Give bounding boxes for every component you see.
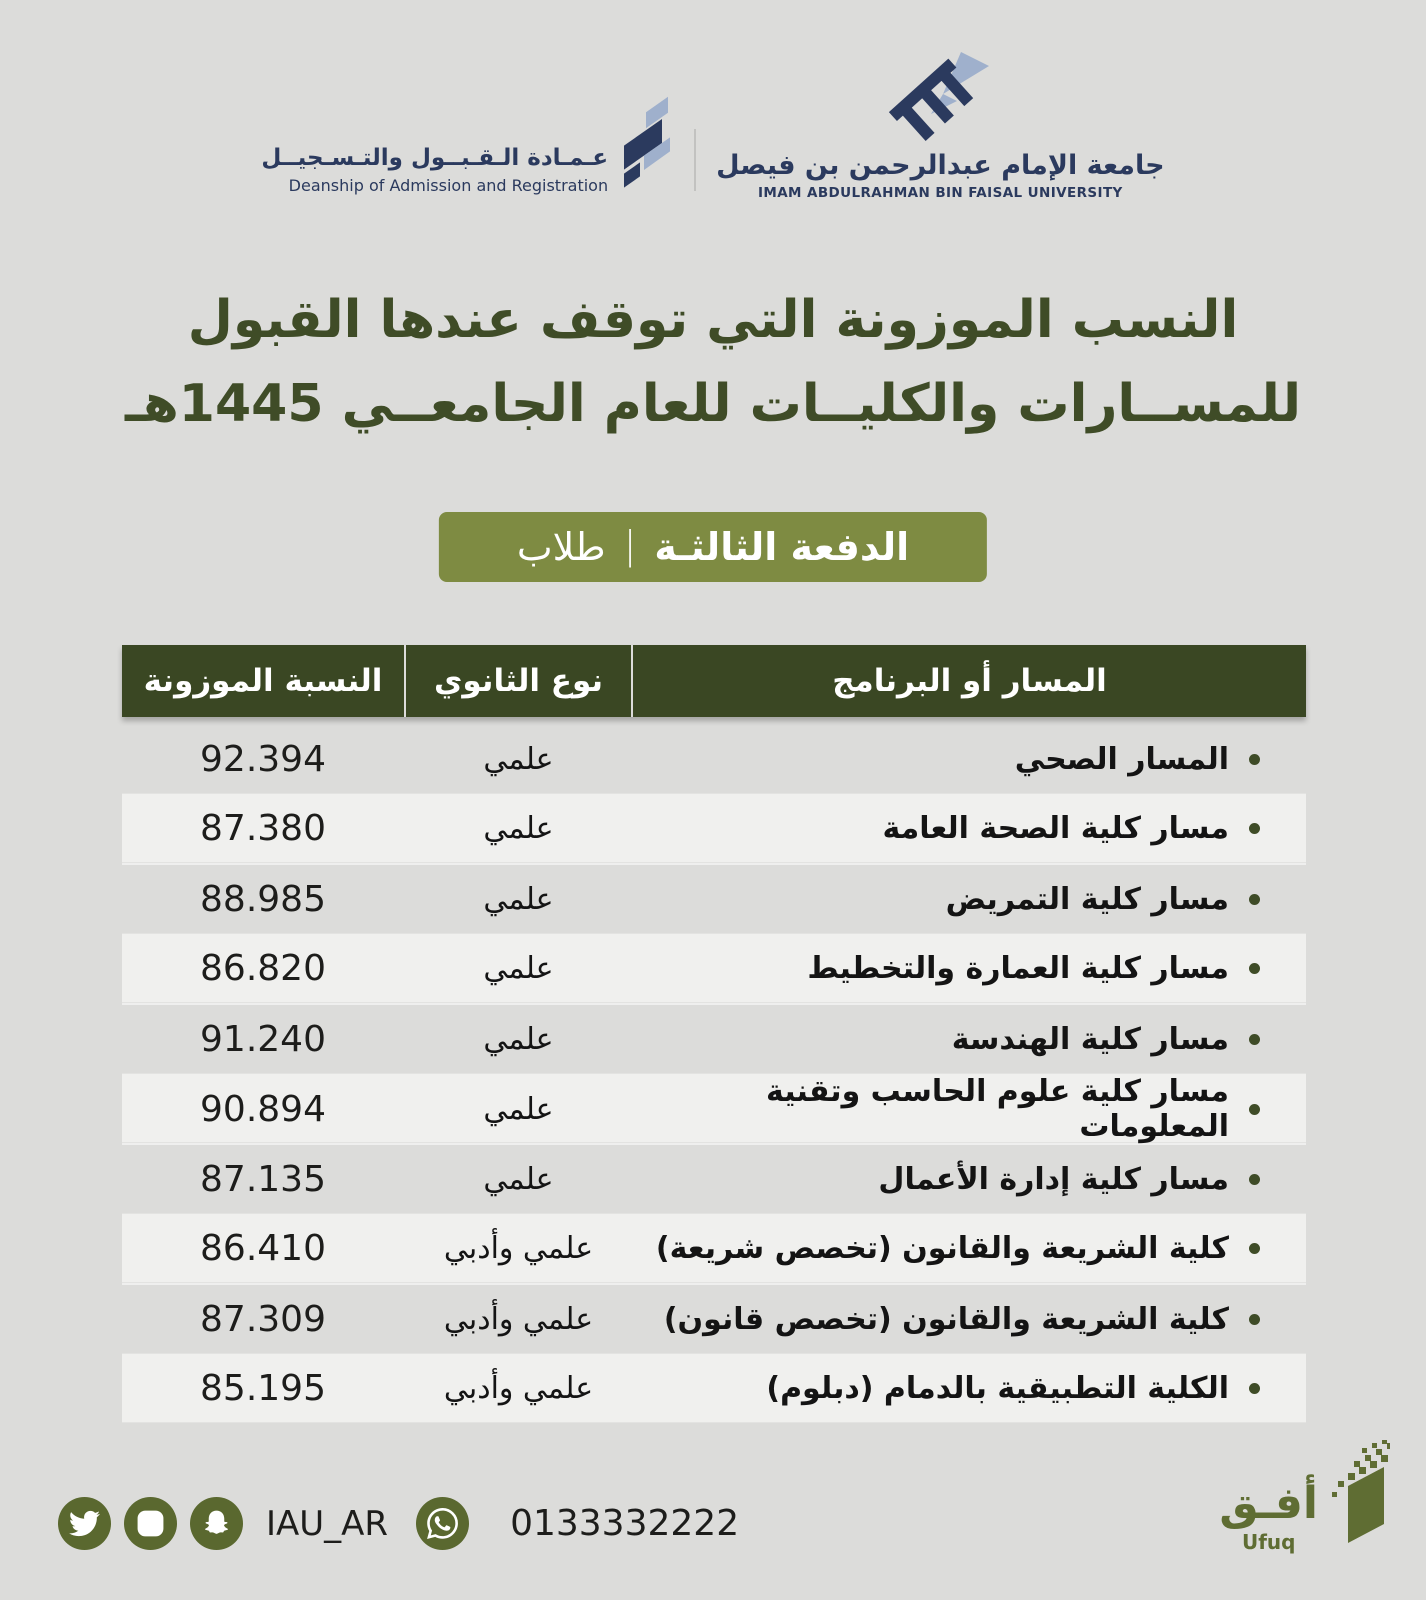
twitter-icon[interactable] xyxy=(58,1497,111,1550)
bullet-icon xyxy=(1249,1383,1260,1394)
table-row xyxy=(122,933,1306,1003)
table-row xyxy=(122,793,1306,863)
row-weighted-pct: 91.240 xyxy=(200,1018,326,1060)
row-secondary-type: علمي xyxy=(483,1161,554,1197)
university-logo-icon xyxy=(881,52,999,148)
bullet-icon xyxy=(1249,1034,1260,1045)
row-secondary-type: علمي xyxy=(483,810,554,846)
row-program: مسار كلية التمريض xyxy=(945,881,1229,917)
table-row xyxy=(122,725,1306,793)
badge-divider: | xyxy=(623,523,637,567)
snapchat-icon[interactable] xyxy=(190,1497,243,1550)
bullet-icon xyxy=(1249,1314,1260,1325)
row-program-cell xyxy=(633,1371,1306,1406)
page-title-line1: النسب الموزونة التي توقف عندها القبول xyxy=(187,290,1239,350)
row-program-cell xyxy=(633,1022,1306,1057)
bullet-icon xyxy=(1249,1174,1260,1185)
ufuq-text xyxy=(1219,1478,1318,1554)
instagram-icon[interactable] xyxy=(124,1497,177,1550)
row-weighted-pct: 86.820 xyxy=(200,947,326,989)
row-program-cell xyxy=(633,882,1306,917)
row-program: مسار كلية إدارة الأعمال xyxy=(878,1161,1229,1197)
table-header-row xyxy=(122,645,1306,717)
ufuq-name-english: Ufuq xyxy=(1241,1530,1296,1554)
table-row xyxy=(122,1353,1306,1423)
university-name-arabic: جامعة الإمام عبدالرحمن بن فيصل xyxy=(716,150,1165,181)
university-logo xyxy=(716,52,1164,201)
row-weighted-pct: 87.380 xyxy=(200,807,326,849)
row-secondary-type: علمي وأدبي xyxy=(443,1230,594,1266)
row-program: الكلية التطبيقية بالدمام (دبلوم) xyxy=(766,1370,1229,1406)
row-weighted-pct: 88.985 xyxy=(200,878,326,920)
page-title xyxy=(0,278,1426,446)
row-program: مسار كلية علوم الحاسب وتقنية المعلومات xyxy=(766,1074,1229,1144)
ufuq-name-arabic: أفـق xyxy=(1219,1478,1318,1529)
row-program: كلية الشريعة والقانون (تخصص شريعة) xyxy=(655,1230,1229,1266)
row-program-cell xyxy=(633,742,1306,777)
row-program: مسار كلية الهندسة xyxy=(951,1021,1229,1057)
table-row xyxy=(122,1073,1306,1143)
row-program-cell xyxy=(633,811,1306,846)
deanship-text xyxy=(261,144,608,195)
bullet-icon xyxy=(1249,1243,1260,1254)
row-weighted-pct: 92.394 xyxy=(200,738,326,780)
page-title-line2: للمســارات والكليــات للعام الجامعــي 1445هـ xyxy=(124,374,1302,435)
row-secondary-type: علمي xyxy=(483,1021,554,1057)
header-weighted-pct: النسبة الموزونة xyxy=(122,645,404,717)
row-weighted-pct: 90.894 xyxy=(200,1088,326,1130)
table-row xyxy=(122,1003,1306,1073)
header-program: المسار أو البرنامج xyxy=(633,645,1306,717)
ufuq-logo-icon xyxy=(1326,1440,1390,1554)
phone-number[interactable]: 0133332222 xyxy=(510,1503,740,1544)
header-logos xyxy=(0,52,1426,201)
row-program-cell xyxy=(633,951,1306,986)
row-program: المسار الصحي xyxy=(1014,741,1229,777)
row-weighted-pct: 87.309 xyxy=(200,1298,326,1340)
logo-divider xyxy=(694,129,696,191)
deanship-logo xyxy=(261,95,674,195)
row-secondary-type: علمي وأدبي xyxy=(443,1370,594,1406)
deanship-name-arabic: عـمـادة الـقـبــول والتـسـجيــل xyxy=(261,145,609,172)
whatsapp-icon[interactable] xyxy=(416,1497,469,1550)
table-body xyxy=(122,725,1306,1423)
row-program-cell xyxy=(633,1074,1306,1144)
row-secondary-type: علمي xyxy=(483,741,554,777)
bullet-icon xyxy=(1249,894,1260,905)
bullet-icon xyxy=(1249,823,1260,834)
table-row xyxy=(122,1283,1306,1353)
row-program-cell xyxy=(633,1162,1306,1197)
badge-audience-label: طلاب xyxy=(516,525,606,569)
table-row xyxy=(122,863,1306,933)
deanship-name-english: Deanship of Admission and Registration xyxy=(288,176,609,195)
row-secondary-type: علمي وأدبي xyxy=(443,1301,594,1337)
row-weighted-pct: 87.135 xyxy=(200,1158,326,1200)
row-program: مسار كلية الصحة العامة xyxy=(882,810,1229,846)
row-program-cell xyxy=(633,1231,1306,1266)
row-weighted-pct: 85.195 xyxy=(200,1367,326,1409)
deanship-logo-icon xyxy=(622,95,674,195)
table-row xyxy=(122,1213,1306,1283)
row-program: مسار كلية العمارة والتخطيط xyxy=(807,950,1229,986)
university-name-english: IMAM ABDULRAHMAN BIN FAISAL UNIVERSITY xyxy=(757,185,1123,201)
table-row xyxy=(122,1143,1306,1213)
ufuq-logo xyxy=(1219,1440,1390,1554)
batch-badge xyxy=(439,512,987,582)
bullet-icon xyxy=(1249,754,1260,765)
footer-social xyxy=(58,1497,739,1550)
bullet-icon xyxy=(1249,963,1260,974)
row-secondary-type: علمي xyxy=(483,1091,554,1127)
header-secondary-type: نوع الثانوي xyxy=(406,645,631,717)
bullet-icon xyxy=(1249,1104,1260,1115)
row-program-cell xyxy=(633,1302,1306,1337)
row-program: كلية الشريعة والقانون (تخصص قانون) xyxy=(663,1301,1229,1337)
row-secondary-type: علمي xyxy=(483,950,554,986)
social-handle[interactable]: IAU_AR xyxy=(266,1503,389,1544)
row-weighted-pct: 86.410 xyxy=(200,1227,326,1269)
badge-batch-label: الدفعة الثالثـة xyxy=(654,525,910,569)
row-secondary-type: علمي xyxy=(483,881,554,917)
cutoff-table xyxy=(122,645,1306,1423)
